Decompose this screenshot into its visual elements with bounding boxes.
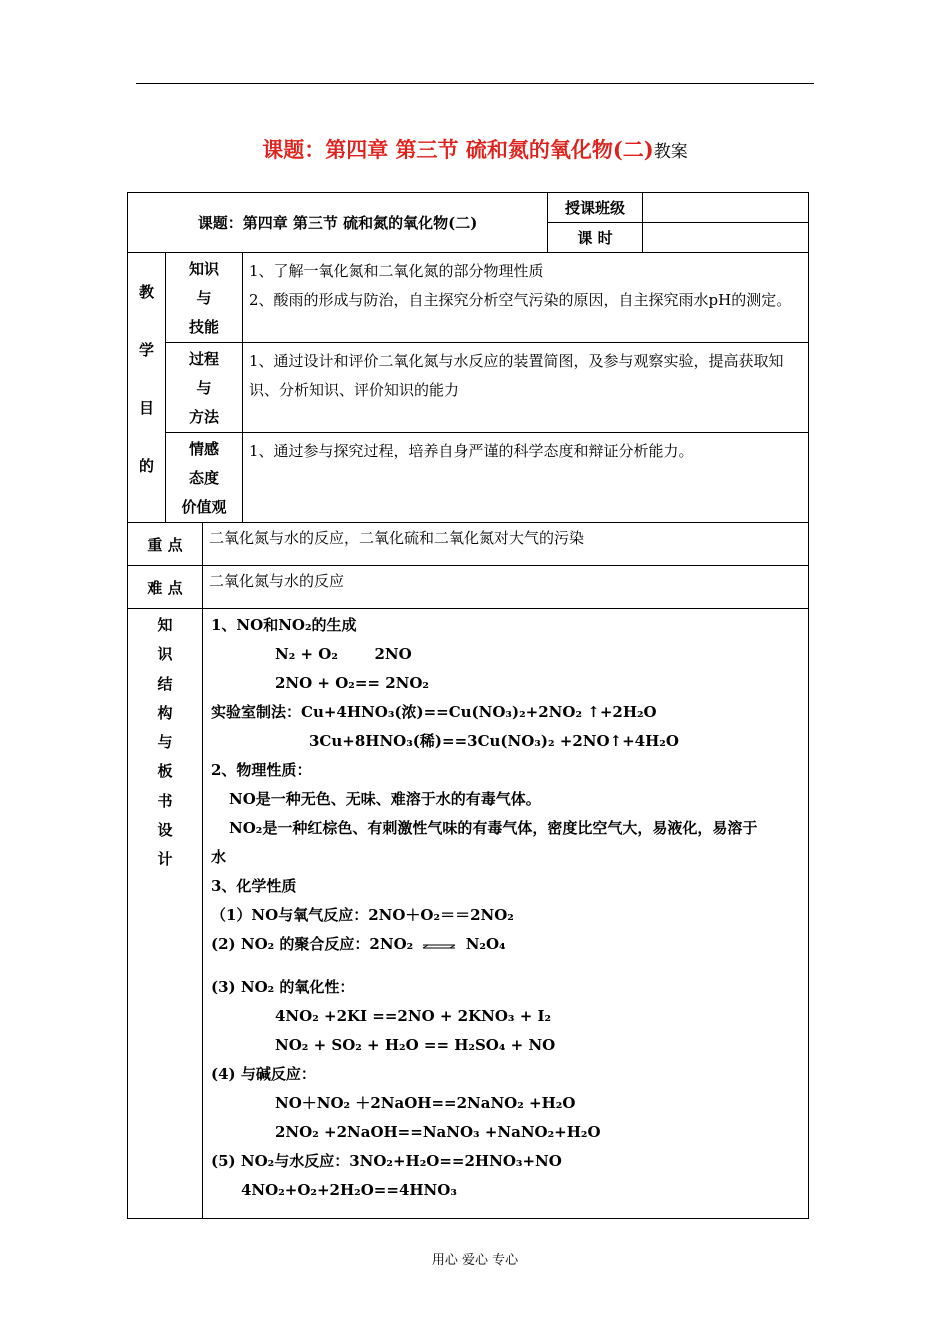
equation: (5) NO₂与水反应：3NO₂+H₂O==2HNO₃+NO bbox=[211, 1152, 562, 1170]
equation: 3Cu+8HNO₃(稀)==3Cu(NO₃)₂ +2NO↑+4H₂O bbox=[309, 732, 679, 750]
objective-knowledge-text: 1、了解一氧化氮和二氧化氮的部分物理性质 2、酸雨的形成与防治，自主探究分析空气污染的原因，自主探究雨水pH的测定。 bbox=[243, 253, 809, 343]
key-point-label: 重 点 bbox=[128, 523, 203, 566]
section-1-heading: 1、NO和NO₂的生成 bbox=[211, 616, 357, 634]
header-rule bbox=[136, 83, 814, 84]
class-value bbox=[643, 193, 809, 223]
objective-label-attitude: 情感 态度 价值观 bbox=[166, 433, 243, 523]
objective-process-text: 1、通过设计和评价二氧化氮与水反应的装置简图，及参与观察实验，提高获取知识、分析知识、评价知识的能力 bbox=[243, 343, 809, 433]
difficulty-text: 二氧化氮与水的反应 bbox=[203, 566, 809, 609]
hours-value bbox=[643, 223, 809, 253]
lab-method-line: 实验室制法：Cu+4HNO₃(浓)==Cu(NO₃)₂+2NO₂ ↑+2H₂O bbox=[211, 703, 657, 721]
equation: NO₂ + SO₂ + H₂O == H₂SO₄ + NO bbox=[275, 1036, 556, 1054]
title-suffix: 教案 bbox=[653, 142, 688, 162]
equation: 2NO + O₂== 2NO₂ bbox=[275, 674, 430, 692]
page-footer: 用心 爱心 专心 bbox=[431, 1253, 519, 1268]
text-line: 水 bbox=[211, 848, 227, 866]
text-line: NO是一种无色、无味、难溶于水的有毒气体。 bbox=[229, 790, 541, 808]
hours-label: 课 时 bbox=[548, 223, 643, 253]
equation: 4NO₂ +2KI ==2NO + 2KNO₃ + I₂ bbox=[275, 1007, 552, 1025]
lesson-plan-table bbox=[127, 192, 809, 1219]
equation: N₂ + O₂ 2NO bbox=[275, 645, 412, 663]
class-label: 授课班级 bbox=[548, 193, 643, 223]
page-title bbox=[0, 134, 950, 164]
key-point-text: 二氧化氮与水的反应，二氧化硫和二氧化氮对大气的污染 bbox=[203, 523, 809, 566]
sub-heading: (4) 与碱反应： bbox=[211, 1065, 316, 1083]
section-2-heading: 2、物理性质： bbox=[211, 761, 312, 779]
section-3-heading: 3、化学性质 bbox=[211, 877, 297, 895]
equation: （1）NO与氧气反应：2NO＋O₂＝＝2NO₂ bbox=[211, 906, 514, 924]
objective-label-knowledge: 知识 与 技能 bbox=[166, 253, 243, 343]
objective-attitude-text: 1、通过参与探究过程，培养自身严谨的科学态度和辩证分析能力。 bbox=[243, 433, 809, 523]
objective-label-process: 过程 与 方法 bbox=[166, 343, 243, 433]
sub-heading: (3) NO₂ 的氧化性： bbox=[211, 978, 355, 996]
board-design-content bbox=[203, 609, 809, 1219]
topic-cell: 课题：第四章 第三节 硫和氮的氧化物(二) bbox=[128, 193, 548, 253]
equation: 4NO₂+O₂+2H₂O==4HNO₃ bbox=[241, 1181, 457, 1199]
board-design-label: 知 识 结 构 与 板 书 设 计 bbox=[128, 609, 203, 1219]
difficulty-label: 难 点 bbox=[128, 566, 203, 609]
equation: 2NO₂ +2NaOH==NaNO₃ +NaNO₂+H₂O bbox=[275, 1123, 601, 1141]
title-main: 课题：第四章 第三节 硫和氮的氧化物(二) bbox=[262, 137, 654, 162]
spacer bbox=[211, 959, 800, 973]
text-line: NO₂是一种红棕色、有刺激性气味的有毒气体，密度比空气大，易液化，易溶于 bbox=[229, 819, 758, 837]
equilibrium-line: (2) NO₂ 的聚合反应：2NO₂ N₂O₄ bbox=[211, 935, 506, 953]
equation: NO＋NO₂ ＋2NaOH==2NaNO₂ +H₂O bbox=[275, 1094, 576, 1112]
equilibrium-arrow-icon bbox=[422, 936, 456, 950]
objectives-label: 教 学 目 的 bbox=[128, 253, 166, 523]
